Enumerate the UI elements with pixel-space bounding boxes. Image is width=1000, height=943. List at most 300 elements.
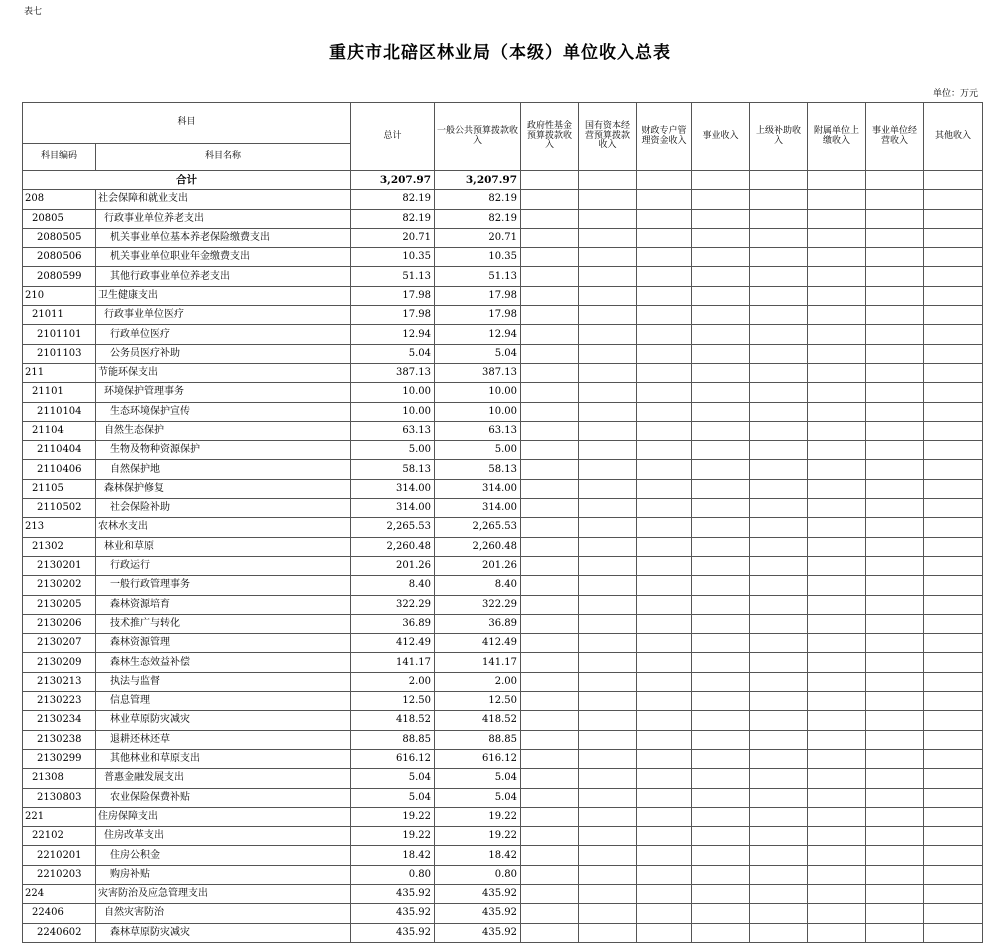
empty-cell xyxy=(692,614,750,633)
total-value: 19.22 xyxy=(351,807,435,826)
empty-cell xyxy=(521,286,579,305)
general-budget-value: 5.04 xyxy=(435,344,521,363)
empty-cell xyxy=(521,248,579,267)
empty-cell xyxy=(521,904,579,923)
empty-cell xyxy=(808,846,866,865)
subject-code: 2130234 xyxy=(23,711,96,730)
empty-cell xyxy=(579,286,637,305)
empty-cell xyxy=(579,267,637,286)
subject-code: 21011 xyxy=(23,306,96,325)
empty-cell xyxy=(808,904,866,923)
subject-name: 住房保障支出 xyxy=(96,807,351,826)
subject-name: 环境保护管理事务 xyxy=(96,383,351,402)
subject-name: 公务员医疗补助 xyxy=(96,344,351,363)
empty-cell xyxy=(866,209,924,228)
empty-cell xyxy=(808,248,866,267)
empty-cell xyxy=(692,692,750,711)
empty-cell xyxy=(924,441,983,460)
empty-cell xyxy=(521,692,579,711)
total-value: 12.50 xyxy=(351,692,435,711)
table-row xyxy=(23,479,983,498)
empty-cell xyxy=(924,171,983,190)
empty-cell xyxy=(750,634,808,653)
subject-code: 21302 xyxy=(23,537,96,556)
empty-cell xyxy=(808,190,866,209)
empty-cell xyxy=(637,460,692,479)
general-budget-value: 88.85 xyxy=(435,730,521,749)
empty-cell xyxy=(924,904,983,923)
empty-cell xyxy=(692,248,750,267)
empty-cell xyxy=(866,730,924,749)
subject-code: 2130205 xyxy=(23,595,96,614)
empty-cell xyxy=(692,672,750,691)
empty-cell xyxy=(750,614,808,633)
total-value: 616.12 xyxy=(351,749,435,768)
empty-cell xyxy=(924,306,983,325)
subject-name: 住房改革支出 xyxy=(96,827,351,846)
general-budget-value: 10.35 xyxy=(435,248,521,267)
empty-cell xyxy=(579,556,637,575)
empty-cell xyxy=(579,460,637,479)
subject-name: 其他行政事业单位养老支出 xyxy=(96,267,351,286)
empty-cell xyxy=(521,363,579,382)
subject-code: 2130202 xyxy=(23,576,96,595)
subject-code: 2210201 xyxy=(23,846,96,865)
empty-cell xyxy=(692,325,750,344)
header-general-budget: 一般公共预算拨款收入 xyxy=(435,103,521,171)
empty-cell xyxy=(692,171,750,190)
empty-cell xyxy=(637,402,692,421)
total-value: 314.00 xyxy=(351,479,435,498)
empty-cell xyxy=(808,421,866,440)
total-value: 36.89 xyxy=(351,614,435,633)
empty-cell xyxy=(521,788,579,807)
empty-cell xyxy=(750,209,808,228)
total-value: 201.26 xyxy=(351,556,435,575)
empty-cell xyxy=(579,209,637,228)
page-title: 重庆市北碚区林业局（本级）单位收入总表 xyxy=(329,43,671,63)
empty-cell xyxy=(579,807,637,826)
empty-cell xyxy=(750,286,808,305)
empty-cell xyxy=(521,499,579,518)
general-budget-value: 435.92 xyxy=(435,904,521,923)
table-row xyxy=(23,537,983,556)
general-budget-value: 201.26 xyxy=(435,556,521,575)
subject-name: 林业和草原 xyxy=(96,537,351,556)
subject-code: 2130207 xyxy=(23,634,96,653)
header-fiscal-special: 财政专户管理资金收入 xyxy=(637,103,692,171)
total-value: 141.17 xyxy=(351,653,435,672)
empty-cell xyxy=(808,653,866,672)
empty-cell xyxy=(692,209,750,228)
empty-cell xyxy=(692,499,750,518)
empty-cell xyxy=(808,499,866,518)
empty-cell xyxy=(750,904,808,923)
subject-name: 森林资源管理 xyxy=(96,634,351,653)
subject-name: 森林保护修复 xyxy=(96,479,351,498)
empty-cell xyxy=(637,865,692,884)
empty-cell xyxy=(521,306,579,325)
subject-name: 社会保障和就业支出 xyxy=(96,190,351,209)
empty-cell xyxy=(579,614,637,633)
empty-cell xyxy=(637,518,692,537)
empty-cell xyxy=(750,865,808,884)
empty-cell xyxy=(692,923,750,942)
empty-cell xyxy=(924,479,983,498)
empty-cell xyxy=(637,923,692,942)
empty-cell xyxy=(808,460,866,479)
empty-cell xyxy=(866,672,924,691)
general-budget-value: 0.80 xyxy=(435,865,521,884)
empty-cell xyxy=(692,904,750,923)
general-budget-value: 20.71 xyxy=(435,228,521,247)
empty-cell xyxy=(866,383,924,402)
subject-name: 一般行政管理事务 xyxy=(96,576,351,595)
empty-cell xyxy=(750,730,808,749)
empty-cell xyxy=(866,807,924,826)
empty-cell xyxy=(521,171,579,190)
empty-cell xyxy=(924,614,983,633)
empty-cell xyxy=(808,730,866,749)
empty-cell xyxy=(866,228,924,247)
empty-cell xyxy=(637,537,692,556)
table-row xyxy=(23,904,983,923)
subject-code: 2080505 xyxy=(23,228,96,247)
empty-cell xyxy=(924,190,983,209)
empty-cell xyxy=(750,672,808,691)
empty-cell xyxy=(808,923,866,942)
subject-code: 2080599 xyxy=(23,267,96,286)
empty-cell xyxy=(579,518,637,537)
empty-cell xyxy=(924,383,983,402)
empty-cell xyxy=(637,730,692,749)
empty-cell xyxy=(808,769,866,788)
empty-cell xyxy=(692,286,750,305)
empty-cell xyxy=(866,325,924,344)
empty-cell xyxy=(692,827,750,846)
table-row xyxy=(23,865,983,884)
empty-cell xyxy=(808,171,866,190)
empty-cell xyxy=(808,556,866,575)
empty-cell xyxy=(866,576,924,595)
empty-cell xyxy=(637,807,692,826)
total-value: 412.49 xyxy=(351,634,435,653)
empty-cell xyxy=(808,537,866,556)
empty-cell xyxy=(866,499,924,518)
empty-cell xyxy=(692,460,750,479)
general-budget-value: 19.22 xyxy=(435,807,521,826)
general-budget-value: 10.00 xyxy=(435,402,521,421)
table-row xyxy=(23,884,983,903)
empty-cell xyxy=(924,556,983,575)
general-budget-value: 18.42 xyxy=(435,846,521,865)
empty-cell xyxy=(866,692,924,711)
empty-cell xyxy=(637,595,692,614)
table-row xyxy=(23,460,983,479)
total-value: 5.04 xyxy=(351,344,435,363)
empty-cell xyxy=(750,344,808,363)
table-row xyxy=(23,286,983,305)
empty-cell xyxy=(924,228,983,247)
subject-name: 行政事业单位养老支出 xyxy=(96,209,351,228)
subject-name: 农业保险保费补贴 xyxy=(96,788,351,807)
empty-cell xyxy=(866,479,924,498)
subject-name: 卫生健康支出 xyxy=(96,286,351,305)
empty-cell xyxy=(808,441,866,460)
table-row xyxy=(23,441,983,460)
subject-code: 211 xyxy=(23,363,96,382)
subject-name: 执法与监督 xyxy=(96,672,351,691)
empty-cell xyxy=(521,595,579,614)
empty-cell xyxy=(750,518,808,537)
empty-cell xyxy=(808,479,866,498)
table-row xyxy=(23,576,983,595)
empty-cell xyxy=(579,634,637,653)
total-value: 58.13 xyxy=(351,460,435,479)
subject-code: 20805 xyxy=(23,209,96,228)
subject-code: 2101103 xyxy=(23,344,96,363)
subject-name: 机关事业单位职业年金缴费支出 xyxy=(96,248,351,267)
empty-cell xyxy=(521,325,579,344)
empty-cell xyxy=(750,653,808,672)
empty-cell xyxy=(750,769,808,788)
empty-cell xyxy=(750,576,808,595)
empty-cell xyxy=(579,865,637,884)
empty-cell xyxy=(692,749,750,768)
subject-code: 2110104 xyxy=(23,402,96,421)
subject-name: 自然保护地 xyxy=(96,460,351,479)
subject-name: 技术推广与转化 xyxy=(96,614,351,633)
table-row xyxy=(23,827,983,846)
empty-cell xyxy=(692,807,750,826)
table-row xyxy=(23,421,983,440)
total-label: 合计 xyxy=(23,171,351,190)
empty-cell xyxy=(866,904,924,923)
table-number-tag: 表七 xyxy=(24,7,43,17)
general-budget-value: 82.19 xyxy=(435,190,521,209)
general-budget-value: 387.13 xyxy=(435,363,521,382)
empty-cell xyxy=(750,711,808,730)
empty-cell xyxy=(521,421,579,440)
empty-cell xyxy=(521,441,579,460)
empty-cell xyxy=(579,711,637,730)
empty-cell xyxy=(579,827,637,846)
empty-cell xyxy=(866,518,924,537)
empty-cell xyxy=(692,788,750,807)
empty-cell xyxy=(521,556,579,575)
subject-name: 购房补贴 xyxy=(96,865,351,884)
general-budget-value: 5.04 xyxy=(435,788,521,807)
empty-cell xyxy=(521,923,579,942)
empty-cell xyxy=(808,672,866,691)
empty-cell xyxy=(692,441,750,460)
empty-cell xyxy=(924,576,983,595)
empty-cell xyxy=(692,884,750,903)
empty-cell xyxy=(924,923,983,942)
empty-cell xyxy=(866,653,924,672)
empty-cell xyxy=(579,344,637,363)
empty-cell xyxy=(692,267,750,286)
subject-code: 21105 xyxy=(23,479,96,498)
subject-code: 2130201 xyxy=(23,556,96,575)
subject-name: 其他林业和草原支出 xyxy=(96,749,351,768)
table-row xyxy=(23,228,983,247)
empty-cell xyxy=(750,692,808,711)
header-operating: 事业单位经营收入 xyxy=(866,103,924,171)
empty-cell xyxy=(579,248,637,267)
empty-cell xyxy=(579,904,637,923)
empty-cell xyxy=(637,190,692,209)
empty-cell xyxy=(924,769,983,788)
general-budget-value: 63.13 xyxy=(435,421,521,440)
empty-cell xyxy=(866,769,924,788)
empty-cell xyxy=(637,479,692,498)
empty-cell xyxy=(750,383,808,402)
empty-cell xyxy=(750,248,808,267)
subject-code: 2240602 xyxy=(23,923,96,942)
empty-cell xyxy=(866,248,924,267)
general-budget-value: 12.94 xyxy=(435,325,521,344)
empty-cell xyxy=(637,846,692,865)
empty-cell xyxy=(637,672,692,691)
empty-cell xyxy=(866,634,924,653)
general-budget-value: 435.92 xyxy=(435,923,521,942)
empty-cell xyxy=(637,576,692,595)
empty-cell xyxy=(579,730,637,749)
table-body xyxy=(23,171,983,943)
empty-cell xyxy=(924,325,983,344)
table-row xyxy=(23,595,983,614)
empty-cell xyxy=(924,634,983,653)
empty-cell xyxy=(866,171,924,190)
empty-cell xyxy=(579,788,637,807)
empty-cell xyxy=(750,171,808,190)
empty-cell xyxy=(808,692,866,711)
empty-cell xyxy=(692,846,750,865)
empty-cell xyxy=(637,904,692,923)
empty-cell xyxy=(692,421,750,440)
empty-cell xyxy=(692,306,750,325)
empty-cell xyxy=(808,228,866,247)
income-summary-table xyxy=(22,102,983,943)
empty-cell xyxy=(808,209,866,228)
header-total: 总计 xyxy=(351,103,435,171)
empty-cell xyxy=(750,441,808,460)
general-budget-value: 5.04 xyxy=(435,769,521,788)
general-budget-value: 82.19 xyxy=(435,209,521,228)
empty-cell xyxy=(924,421,983,440)
empty-cell xyxy=(750,267,808,286)
total-value: 2,260.48 xyxy=(351,537,435,556)
empty-cell xyxy=(579,421,637,440)
empty-cell xyxy=(692,537,750,556)
empty-cell xyxy=(750,595,808,614)
subject-name: 森林草原防灾减灾 xyxy=(96,923,351,942)
empty-cell xyxy=(866,865,924,884)
empty-cell xyxy=(521,846,579,865)
empty-cell xyxy=(579,537,637,556)
empty-cell xyxy=(692,402,750,421)
empty-cell xyxy=(637,286,692,305)
subject-name: 森林生态效益补偿 xyxy=(96,653,351,672)
general-budget-value: 58.13 xyxy=(435,460,521,479)
total-value: 8.40 xyxy=(351,576,435,595)
empty-cell xyxy=(692,556,750,575)
empty-cell xyxy=(924,595,983,614)
empty-cell xyxy=(521,576,579,595)
empty-cell xyxy=(579,441,637,460)
empty-cell xyxy=(750,402,808,421)
empty-cell xyxy=(521,807,579,826)
total-value: 12.94 xyxy=(351,325,435,344)
table-row xyxy=(23,402,983,421)
empty-cell xyxy=(637,344,692,363)
table-row xyxy=(23,846,983,865)
empty-cell xyxy=(579,363,637,382)
empty-cell xyxy=(808,634,866,653)
empty-cell xyxy=(692,865,750,884)
empty-cell xyxy=(924,846,983,865)
empty-cell xyxy=(924,788,983,807)
subject-code: 2130206 xyxy=(23,614,96,633)
table-row xyxy=(23,363,983,382)
header-code: 科目编码 xyxy=(23,144,96,171)
subject-code: 2210203 xyxy=(23,865,96,884)
empty-cell xyxy=(637,884,692,903)
total-value: 18.42 xyxy=(351,846,435,865)
empty-cell xyxy=(808,788,866,807)
header-state-capital: 国有资本经营预算拨款收入 xyxy=(579,103,637,171)
subject-code: 221 xyxy=(23,807,96,826)
total-value: 20.71 xyxy=(351,228,435,247)
empty-cell xyxy=(808,884,866,903)
general-budget-value: 51.13 xyxy=(435,267,521,286)
general-budget-value: 8.40 xyxy=(435,576,521,595)
total-value: 435.92 xyxy=(351,884,435,903)
empty-cell xyxy=(521,209,579,228)
subject-code: 21101 xyxy=(23,383,96,402)
empty-cell xyxy=(579,769,637,788)
empty-cell xyxy=(750,846,808,865)
empty-cell xyxy=(637,441,692,460)
empty-cell xyxy=(750,923,808,942)
empty-cell xyxy=(808,595,866,614)
empty-cell xyxy=(866,749,924,768)
empty-cell xyxy=(866,306,924,325)
total-value: 17.98 xyxy=(351,306,435,325)
empty-cell xyxy=(637,383,692,402)
table-row xyxy=(23,923,983,942)
empty-cell xyxy=(521,460,579,479)
empty-cell xyxy=(750,749,808,768)
empty-cell xyxy=(579,749,637,768)
subject-name: 林业草原防灾减灾 xyxy=(96,711,351,730)
table-row xyxy=(23,248,983,267)
total-value: 82.19 xyxy=(351,209,435,228)
empty-cell xyxy=(579,672,637,691)
table-row xyxy=(23,267,983,286)
general-budget-value: 10.00 xyxy=(435,383,521,402)
table-row xyxy=(23,672,983,691)
total-value: 5.04 xyxy=(351,769,435,788)
empty-cell xyxy=(579,325,637,344)
empty-cell xyxy=(579,190,637,209)
empty-cell xyxy=(866,402,924,421)
table-row xyxy=(23,749,983,768)
table-row xyxy=(23,518,983,537)
empty-cell xyxy=(521,672,579,691)
general-budget-value: 412.49 xyxy=(435,634,521,653)
